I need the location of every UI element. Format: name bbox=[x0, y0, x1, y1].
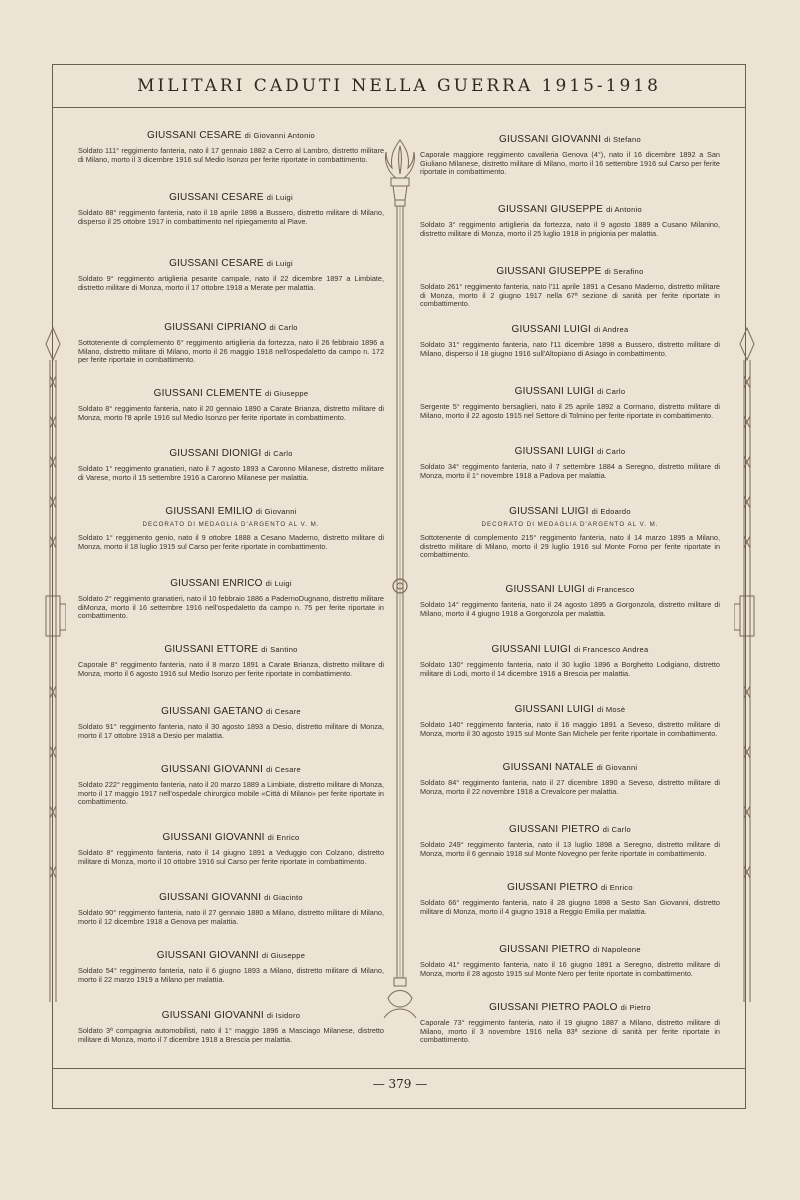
record-entry bbox=[420, 506, 720, 560]
record-name: GIUSSANI LUIGI di Francesco Andrea bbox=[491, 644, 649, 655]
record-entry bbox=[78, 578, 384, 621]
record-name: GIUSSANI CLEMENTE di Giuseppe bbox=[153, 388, 309, 399]
record-name: GIUSSANI GIOVANNI di Isidoro bbox=[161, 1010, 301, 1021]
decoration-note: DECORATO DI MEDAGLIA D'ARGENTO AL V. M. bbox=[142, 521, 320, 528]
record-text: Soldato 130° reggimento fanteria, nato il 30 luglio 1896 a Borghetto Lodigiano, distretto militare di Lodi, morto il 14 dicembre 1916 a Brescia per malattia. bbox=[420, 660, 720, 678]
record-text: Soldato 3° reggimento artiglieria da fortezza, nato il 9 agosto 1889 a Cusano Milanino, distretto militare di Monza, morto il 25 luglio 1918 in prigionia per malattia. bbox=[420, 220, 720, 238]
record-text: Soldato 8° reggimento fanteria, nato il 14 giugno 1891 a Veduggio con Colzano, distretto militare di Monza, morto il 10 ottobre 1916 sul Carso per ferite riportate in combattimento. bbox=[78, 848, 384, 866]
record-name: GIUSSANI GIOVANNI di Enrico bbox=[162, 832, 300, 843]
record-entry bbox=[420, 704, 720, 738]
title-bar bbox=[52, 64, 746, 108]
record-text: Soldato 3ª compagnia automobilisti, nato il 1° maggio 1896 a Masciago Milanese, distretto militare di Monza, morto il 7 dicembre 1918 a Brescia per malattia. bbox=[78, 1026, 384, 1044]
record-name: GIUSSANI GIUSEPPE di Serafino bbox=[496, 266, 644, 277]
record-name: GIUSSANI GIOVANNI di Giacinto bbox=[159, 892, 303, 903]
record-name: GIUSSANI LUIGI di Andrea bbox=[511, 324, 629, 335]
footer-rule bbox=[52, 1068, 746, 1069]
record-text: Soldato 9° reggimento artiglieria pesante campale, nato il 22 dicembre 1897 a Limbiate, distretto militare di Monza, morto il 17 ottobre 1918 a Merate per malattia. bbox=[78, 274, 384, 292]
record-text: Soldato 54° reggimento fanteria, nato il 6 giugno 1893 a Milano, distretto militare di Milano, morto il 22 marzo 1919 a Milano per malattia. bbox=[78, 966, 384, 984]
record-text: Soldato 1° reggimento genio, nato il 9 ottobre 1888 a Cesano Maderno, distretto militare di Monza, morto il 18 luglio 1915 sul Carso per ferite riportate in combattimento. bbox=[78, 533, 384, 551]
record-entry bbox=[420, 584, 720, 618]
record-name: GIUSSANI LUIGI di Edoardo bbox=[509, 506, 631, 517]
record-text: Soldato 84° reggimento fanteria, nato il 27 dicembre 1890 a Seveso, distretto militare di Monza, morto il 22 novembre 1918 a Crevalcore per malattia. bbox=[420, 778, 720, 796]
record-name: GIUSSANI CESARE di Luigi bbox=[169, 192, 293, 203]
record-name: GIUSSANI CESARE di Luigi bbox=[169, 258, 293, 269]
record-text: Soldato 2° reggimento granatieri, nato il 10 febbraio 1886 a PadernoDugnano, distretto militare diMonza, morto il 16 settembre 1916 nell'ospedaletto da campo n. 75 per ferite riportate in combattimento. bbox=[78, 594, 384, 621]
record-entry bbox=[420, 266, 720, 309]
record-text: Sottotenente di complemento 6° reggimento artiglieria da fortezza, nato il 26 febbraio 1896 a Milano, distretto militare di Milano, morto il 26 maggio 1918 nell'ospedaletto da campo n. 172 per ferite riportate in combattimento. bbox=[78, 338, 384, 365]
left-lance-ornament bbox=[40, 326, 66, 1006]
record-entry bbox=[78, 506, 384, 551]
record-entry bbox=[78, 258, 384, 292]
record-text: Soldato 41° reggimento fanteria, nato il 16 giugno 1891 a Seregno, distretto militare di Monza, morto il 28 agosto 1915 sul Monte Nero per ferite riportate in combattimento. bbox=[420, 960, 720, 978]
record-name: GIUSSANI EMILIO di Giovanni bbox=[165, 506, 297, 517]
record-text: Soldato 1° reggimento granatieri, nato il 7 agosto 1893 a Caronno Milanese, distretto militare di Varese, morto il 15 settembre 1916 a Caronno Milanese per malattia. bbox=[78, 464, 384, 482]
record-name: GIUSSANI ETTORE di Santino bbox=[164, 644, 298, 655]
record-name: GIUSSANI DIONIGI di Carlo bbox=[169, 448, 293, 459]
record-name: GIUSSANI GIOVANNI di Stefano bbox=[499, 134, 641, 145]
record-entry bbox=[78, 706, 384, 740]
record-name: GIUSSANI GIOVANNI di Giuseppe bbox=[156, 950, 306, 961]
record-text: Soldato 90° reggimento fanteria, nato il 27 gennaio 1880 a Milano, distretto militare di Milano, morto il 12 dicembre 1918 a Genova per malattia. bbox=[78, 908, 384, 926]
record-text: Sottotenente di complemento 215° reggimento fanteria, nato il 14 marzo 1895 a Milano, distretto militare di Milano, morto il 29 luglio 1916 sul Monte Forno per ferite riportate in combattimento. bbox=[420, 533, 720, 560]
record-name: GIUSSANI GAETANO di Cesare bbox=[161, 706, 301, 717]
record-name: GIUSSANI LUIGI di Carlo bbox=[514, 446, 626, 457]
record-text: Caporale 8° reggimento fanteria, nato il 8 marzo 1891 a Carate Brianza, distretto militare di Monza, morto il 6 agosto 1916 sul Medio Isonzo per ferite riportate in combattimento. bbox=[78, 660, 384, 678]
record-text: Soldato 88° reggimento fanteria, nato il 18 aprile 1898 a Bussero, distretto militare di Milano, disperso il 25 ottobre 1917 in combattimento nel ripiegamento al Piave. bbox=[78, 208, 384, 226]
record-name: GIUSSANI PIETRO di Napoleone bbox=[499, 944, 641, 955]
record-entry bbox=[78, 388, 384, 422]
record-name: GIUSSANI GIUSEPPE di Antonio bbox=[497, 204, 643, 215]
record-name: GIUSSANI CIPRIANO di Carlo bbox=[164, 322, 298, 333]
record-entry bbox=[78, 764, 384, 807]
record-entry bbox=[420, 204, 720, 238]
record-entry bbox=[78, 322, 384, 365]
record-text: Soldato 91° reggimento fanteria, nato il 30 agosto 1893 a Desio, distretto militare di Monza, morto il 17 ottobre 1918 a Desio per malattia. bbox=[78, 722, 384, 740]
record-name: GIUSSANI GIOVANNI di Cesare bbox=[161, 764, 301, 775]
record-entry bbox=[420, 824, 720, 858]
record-name: GIUSSANI PIETRO di Carlo bbox=[508, 824, 632, 835]
torch-column-ornament bbox=[380, 138, 420, 1028]
record-entry bbox=[420, 134, 720, 177]
record-text: Soldato 34° reggimento fanteria, nato il 7 settembre 1884 a Seregno, distretto militare di Monza, morto il 1° novembre 1918 a Padova per malattia. bbox=[420, 462, 720, 480]
record-entry bbox=[420, 386, 720, 420]
record-text: Soldato 14° reggimento fanteria, nato il 24 agosto 1895 a Gorgonzola, distretto militare di Milano, morto il 4 giugno 1918 a Gorgonzola per malattia. bbox=[420, 600, 720, 618]
record-entry bbox=[78, 950, 384, 984]
record-entry bbox=[78, 130, 384, 164]
record-name: GIUSSANI LUIGI di Mosè bbox=[514, 704, 626, 715]
record-entry bbox=[78, 892, 384, 926]
record-entry bbox=[420, 1002, 720, 1045]
record-entry bbox=[78, 192, 384, 226]
record-entry bbox=[78, 832, 384, 866]
page-title: MILITARI CADUTI NELLA GUERRA 1915-1918 bbox=[137, 75, 661, 96]
record-text: Soldato 31° reggimento fanteria, nato l'11 dicembre 1898 a Bussero, distretto militare di Milano, disperso il 18 giugno 1916 sull'Altopiano di Asiago in combattimento. bbox=[420, 340, 720, 358]
record-entry bbox=[420, 446, 720, 480]
record-entry bbox=[78, 1010, 384, 1044]
record-text: Soldato 66° reggimento fanteria, nato il 28 giugno 1898 a Sesto San Giovanni, distretto militare di Monza, morto il 4 giugno 1918 a Reggio Emilia per malattia. bbox=[420, 898, 720, 916]
record-text: Soldato 140° reggimento fanteria, nato il 16 maggio 1891 a Seveso, distretto militare di Monza, morto il 30 agosto 1915 sul Monte San Michele per ferite riportate in combattimento. bbox=[420, 720, 720, 738]
record-text: Soldato 261° reggimento fanteria, nato l'11 aprile 1891 a Cesano Maderno, distretto militare di Monza, morto il 2 giugno 1917 nella 67ª sezione di sanità per ferite riportate in combattimento. bbox=[420, 282, 720, 309]
record-entry bbox=[420, 644, 720, 678]
record-name: GIUSSANI LUIGI di Carlo bbox=[514, 386, 626, 397]
record-entry bbox=[420, 762, 720, 796]
page-number: — 379 — bbox=[372, 1077, 428, 1091]
record-entry bbox=[420, 882, 720, 916]
record-text: Soldato 111° reggimento fanteria, nato il 17 gennaio 1882 a Cerro al Lambro, distretto militare di Milano, morto il 3 dicembre 1916 sul Medio Isonzo per ferite riportate in combattimento. bbox=[78, 146, 384, 164]
record-entry bbox=[78, 448, 384, 482]
decoration-note: DECORATO DI MEDAGLIA D'ARGENTO AL V. M. bbox=[481, 521, 659, 528]
record-text: Caporale maggiore reggimento cavalleria Genova (4°), nato il 16 dicembre 1892 a San Giuliano Milanese, distretto militare di Milano, morto il 16 settembre 1916 sul Carso per ferite riportate in combattimento. bbox=[420, 150, 720, 177]
record-text: Caporale 73° reggimento fanteria, nato il 19 giugno 1887 a Milano, distretto militare di Milano, morto il 3 novembre 1916 nella 83ª sezione di sanità per ferite riportate in combattimento. bbox=[420, 1018, 720, 1045]
record-entry bbox=[78, 644, 384, 678]
record-name: GIUSSANI ENRICO di Luigi bbox=[170, 578, 292, 589]
record-text: Soldato 249° reggimento fanteria, nato il 13 luglio 1898 a Seregno, distretto militare di Monza, morto il 6 gennaio 1918 sul Monte Novegno per ferite riportate in combattimento. bbox=[420, 840, 720, 858]
record-text: Soldato 8° reggimento fanteria, nato il 20 gennaio 1890 a Carate Brianza, distretto militare di Monza, morto l'8 aprile 1916 sul Medio Isonzo per ferite riportate in combattimento. bbox=[78, 404, 384, 422]
record-text: Soldato 222° reggimento fanteria, nato il 20 marzo 1889 a Limbiate, distretto militare di Monza, morto il 17 maggio 1917 nell'ospedale chirurgico mobile «Città di Milano» per ferite riportate in combattimento. bbox=[78, 780, 384, 807]
record-entry bbox=[420, 944, 720, 978]
record-name: GIUSSANI PIETRO di Enrico bbox=[507, 882, 633, 893]
record-name: GIUSSANI PIETRO PAOLO di Pietro bbox=[489, 1002, 651, 1013]
record-name: GIUSSANI CESARE di Giovanni Antonio bbox=[146, 130, 316, 141]
record-name: GIUSSANI NATALE di Giovanni bbox=[502, 762, 638, 773]
right-lance-ornament bbox=[734, 326, 760, 1006]
record-entry bbox=[420, 324, 720, 358]
record-name: GIUSSANI LUIGI di Francesco bbox=[505, 584, 635, 595]
record-text: Sergente 5° reggimento bersaglieri, nato il 25 aprile 1892 a Cormano, distretto militare di Milano, morto il 22 agosto 1915 nel Settore di Tolmino per ferite riportate in combattimento. bbox=[420, 402, 720, 420]
